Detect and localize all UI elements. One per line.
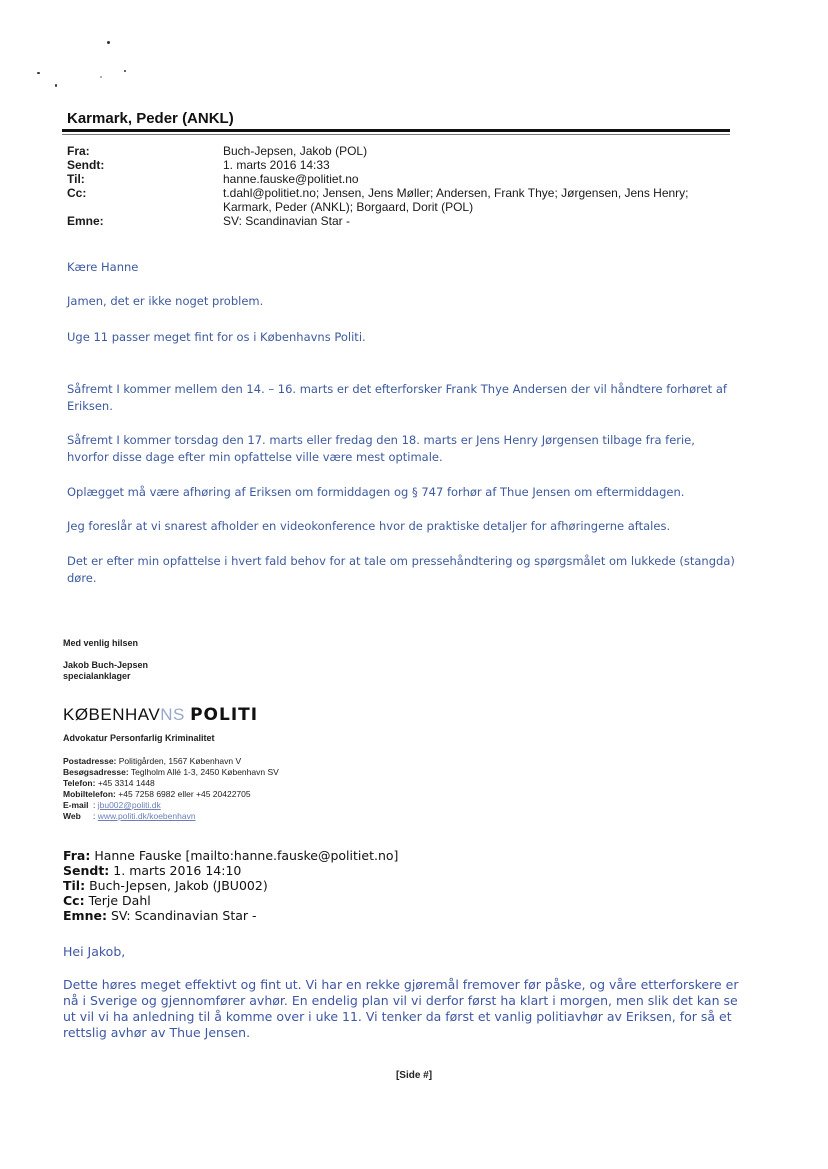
web-row: Web : www.politi.dk/koebenhavn — [63, 811, 196, 821]
quoted-cc-label: Cc: — [63, 893, 85, 908]
postal-value: Politigården, 1567 København V — [118, 756, 242, 766]
sent-row — [67, 158, 723, 172]
quoted-header — [63, 848, 398, 923]
body-paragraph-1: Jamen, det er ikke noget problem. — [67, 294, 264, 308]
postal-label: Postadresse: — [63, 756, 117, 766]
header-rule-thin — [62, 134, 730, 135]
body-paragraph-2: Uge 11 passer meget fint for os i Københavns Politi. — [67, 330, 366, 344]
logo-ns: NS — [160, 705, 185, 724]
web-label: Web — [63, 811, 81, 821]
visit-label: Besøgsadresse: — [63, 767, 129, 777]
phone-row — [63, 778, 279, 789]
scan-speck — [100, 76, 102, 78]
logo-main: KØBENHAV — [63, 705, 161, 724]
quoted-to-label: Til: — [63, 878, 86, 893]
to-value: hanne.fauske@politiet.no — [223, 172, 359, 186]
logo-politi: POLITI — [190, 705, 259, 725]
body-greeting: Kære Hanne — [67, 260, 139, 274]
subject-row — [67, 214, 723, 228]
quoted-sent-value: 1. marts 2016 14:10 — [113, 863, 242, 878]
scan-speck — [124, 70, 126, 72]
cc-value — [223, 186, 723, 214]
contact-block — [63, 756, 279, 822]
unit-name: Advokatur Personfarlig Kriminalitet — [63, 733, 215, 743]
body-paragraph-4: Såfremt I kommer torsdag den 17. marts eller fredag den 18. marts er Jens Henry Jørgensen tilbage fra ferie, hvorfor disse dage efter min opfattelse ville være mest optimale. — [67, 433, 695, 464]
email-link[interactable]: jbu002@politi.dk — [97, 800, 161, 810]
quoted-from-row — [63, 848, 398, 863]
mobile-row — [63, 789, 279, 800]
closing: Med venlig hilsen — [63, 638, 139, 648]
email-label: E-mail — [63, 800, 89, 810]
quoted-subject-label: Emne: — [63, 908, 107, 923]
cc-line-1: t.dahl@politiet.no; Jensen, Jens Møller; Andersen, Frank Thye; Jørgensen, Jens Henry; — [223, 186, 689, 200]
quoted-paragraph-1: Dette høres meget effektivt og fint ut. Vi har en rekke gjøremål fremover før påske, og våre etterforskere er nå i Sverige og gjennomfører avhør. En endelig plan vil vi derfor først ha klart i morgen, men slik det kan se ut vil vi ha anledning til å komme over i uke 11. Vi tenker da først et vanlig politiavhør av Eriksen, for så et rettslig avhør av Thue Jensen. — [63, 977, 739, 1040]
quoted-to-value: Buch-Jepsen, Jakob (JBU002) — [89, 878, 268, 893]
mailbox-owner: Karmark, Peder (ANKL) — [67, 110, 234, 127]
page-footer: [Side #] — [395, 1070, 433, 1081]
quoted-subject-value: SV: Scandinavian Star - — [110, 908, 257, 923]
phone-label: Telefon: — [63, 778, 96, 788]
phone-value: +45 3314 1448 — [97, 778, 155, 788]
header-rule — [62, 129, 730, 132]
quoted-subject-row — [63, 908, 398, 923]
from-row — [67, 144, 723, 158]
quoted-cc-row — [63, 893, 398, 908]
quoted-sent-label: Sendt: — [63, 863, 110, 878]
scan-speck — [55, 84, 57, 87]
to-row — [67, 172, 723, 186]
quoted-from-label: Fra: — [63, 848, 91, 863]
quoted-greeting: Hei Jakob, — [63, 944, 126, 959]
mobile-value: +45 7258 6982 eller +45 20422705 — [118, 789, 251, 799]
cc-label: Cc: — [67, 186, 87, 200]
quoted-from-value: Hanne Fauske [mailto:hanne.fauske@politiet.no] — [94, 848, 399, 863]
from-value: Buch-Jepsen, Jakob (POL) — [223, 144, 368, 158]
email-row: E-mail : jbu002@politi.dk — [63, 800, 161, 810]
sent-value: 1. marts 2016 14:33 — [223, 158, 330, 172]
body-paragraph-7: Det er efter min opfattelse i hvert fald behov for at tale om pressehåndtering og spørgsmålet om lukkede (stangda) døre. — [67, 554, 735, 585]
from-label: Fra: — [67, 144, 90, 158]
web-link[interactable]: www.politi.dk/koebenhavn — [97, 811, 196, 821]
visit-value: Teglholm Allé 1-3, 2450 København SV — [130, 767, 279, 777]
body-paragraph-5: Oplægget må være afhøring af Eriksen om formiddagen og § 747 forhør af Thue Jensen om eftermiddagen. — [67, 485, 685, 499]
cc-row — [67, 186, 723, 214]
body-paragraph-3: Såfremt I kommer mellem den 14. – 16. marts er det efterforsker Frank Thye Andersen der vil håndtere forhøret af Eriksen. — [67, 382, 727, 413]
quoted-cc-value: Terje Dahl — [88, 893, 151, 908]
email-header — [67, 144, 723, 228]
quoted-sent-row — [63, 863, 398, 878]
visit-row — [63, 767, 279, 778]
postal-row — [63, 756, 279, 767]
to-label: Til: — [67, 172, 85, 186]
sent-label: Sendt: — [67, 158, 105, 172]
scan-speck — [37, 72, 40, 74]
quoted-to-row — [63, 878, 398, 893]
signer-title: specialanklager — [63, 671, 131, 681]
scan-speck — [107, 41, 110, 44]
body-paragraph-6: Jeg foreslår at vi snarest afholder en videokonference hvor de praktiske detaljer for afhøringerne aftales. — [67, 519, 671, 533]
cc-line-2: Karmark, Peder (ANKL); Borgaard, Dorit (POL) — [223, 200, 474, 214]
signer-name: Jakob Buch-Jepsen — [63, 660, 149, 670]
subject-value: SV: Scandinavian Star - — [223, 214, 350, 228]
subject-label: Emne: — [67, 214, 104, 228]
police-logo — [63, 705, 258, 725]
mobile-label: Mobiltelefon: — [63, 789, 116, 799]
